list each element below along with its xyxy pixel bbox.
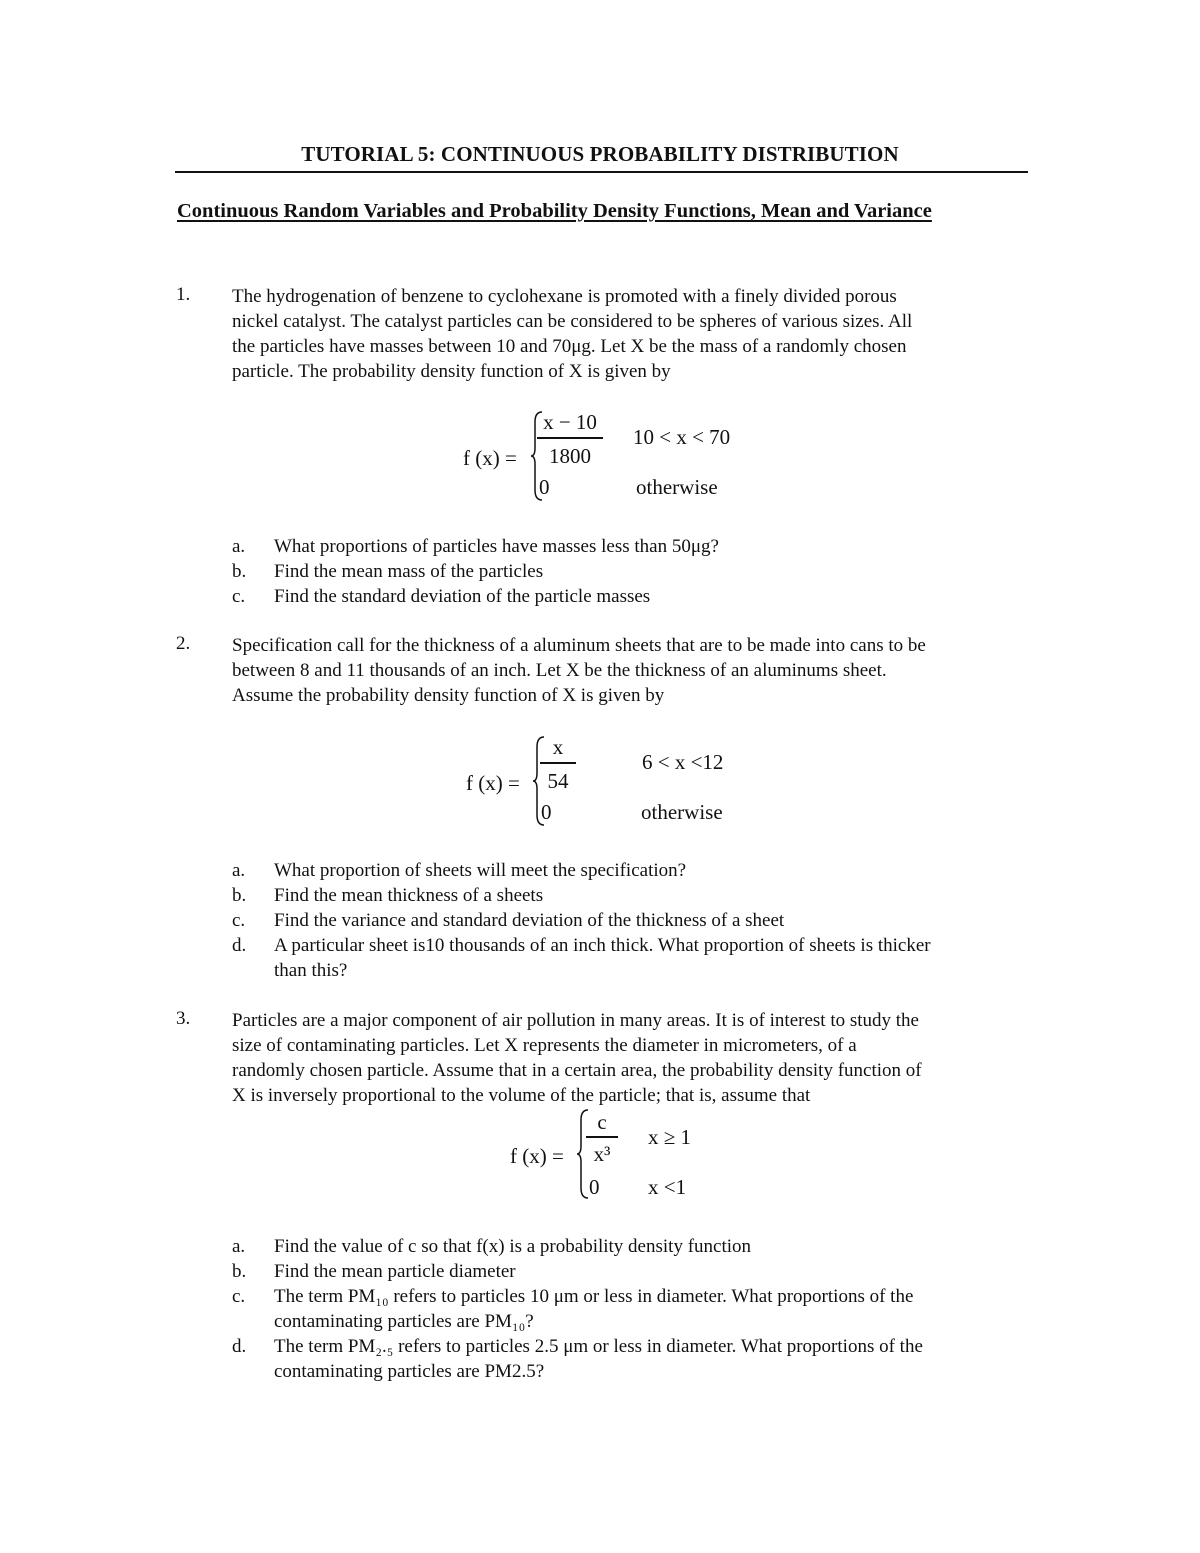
part-text bbox=[274, 584, 1034, 609]
question-1-line: nickel catalyst. The catalyst particles can be considered to be spheres of various sizes. All bbox=[232, 311, 913, 332]
question-1-number: 1. bbox=[176, 284, 191, 305]
part-line: Find the standard deviation of the particle masses bbox=[274, 586, 651, 607]
part-text bbox=[274, 1284, 1034, 1334]
part-text bbox=[274, 559, 1034, 584]
formula-denominator: 1800 bbox=[549, 444, 591, 468]
formula-otherwise: otherwise bbox=[636, 475, 718, 499]
part-text bbox=[274, 858, 1034, 883]
part-letter: a. bbox=[232, 1236, 246, 1257]
question-1-text bbox=[232, 284, 1032, 384]
part-letter: a. bbox=[232, 860, 246, 881]
part-line: Find the mean thickness of a sheets bbox=[274, 885, 544, 906]
formula-zero: 0 bbox=[541, 800, 552, 824]
formula-condition: x <1 bbox=[648, 1175, 687, 1199]
part-line: The term PM₂.₅ refers to particles 2.5 μm or less in diameter. What proportions of the bbox=[274, 1336, 923, 1357]
question-1-line: particle. The probability density function of X is given by bbox=[232, 361, 671, 382]
part-letter: b. bbox=[232, 885, 247, 906]
formula-condition: x ≥ 1 bbox=[648, 1125, 692, 1149]
formula-lhs: f (x) = bbox=[466, 771, 520, 795]
part-line: Find the mean mass of the particles bbox=[274, 561, 544, 582]
fraction-bar bbox=[540, 762, 576, 764]
part-line: What proportion of sheets will meet the specification? bbox=[274, 860, 687, 881]
formula-denominator: 54 bbox=[547, 769, 569, 793]
part-letter: b. bbox=[232, 1261, 247, 1282]
part-letter: d. bbox=[232, 1336, 247, 1357]
part-text bbox=[274, 933, 1034, 983]
part-letter: c. bbox=[232, 586, 246, 607]
section-heading: Continuous Random Variables and Probability Density Functions, Mean and Variance bbox=[177, 200, 932, 222]
formula-zero: 0 bbox=[589, 1175, 600, 1199]
question-3-number: 3. bbox=[176, 1008, 191, 1029]
part-letter: c. bbox=[232, 1286, 246, 1307]
question-2-line: between 8 and 11 thousands of an inch. Let X be the thickness of an aluminums sheet. bbox=[232, 660, 887, 681]
fraction-bar bbox=[586, 1136, 618, 1138]
part-letter: c. bbox=[232, 910, 246, 931]
question-3-line: size of contaminating particles. Let X represents the diameter in micrometers, of a bbox=[232, 1035, 857, 1056]
formula-numerator: x − 10 bbox=[543, 410, 597, 434]
formula-condition: 10 < x < 70 bbox=[633, 425, 731, 449]
part-text bbox=[274, 908, 1034, 933]
part-text bbox=[274, 1234, 1034, 1259]
part-text bbox=[274, 1259, 1034, 1284]
formula-lhs: f (x) = bbox=[463, 446, 517, 470]
formula-zero: 0 bbox=[539, 475, 550, 499]
question-2-line: Specification call for the thickness of a aluminum sheets that are to be made into cans to be bbox=[232, 635, 926, 656]
question-2-line: Assume the probability density function of X is given by bbox=[232, 685, 665, 706]
question-3-line: randomly chosen particle. Assume that in a certain area, the probability density function of bbox=[232, 1060, 922, 1081]
part-letter: b. bbox=[232, 561, 247, 582]
formula-numerator: x bbox=[552, 735, 564, 759]
question-3-line: Particles are a major component of air pollution in many areas. It is of interest to study the bbox=[232, 1010, 919, 1031]
question-2-number: 2. bbox=[176, 633, 191, 654]
part-text bbox=[274, 1334, 1034, 1384]
part-line: Find the mean particle diameter bbox=[274, 1261, 516, 1282]
question-2-text bbox=[232, 633, 1032, 708]
title-underline-rule bbox=[175, 171, 1028, 173]
part-line: contaminating particles are PM2.5? bbox=[274, 1361, 545, 1382]
formula-lhs: f (x) = bbox=[510, 1144, 564, 1168]
part-line: The term PM₁₀ refers to particles 10 μm or less in diameter. What proportions of the bbox=[274, 1286, 914, 1307]
part-text bbox=[274, 534, 1034, 559]
formula-denominator: x³ bbox=[593, 1142, 611, 1166]
part-line: A particular sheet is10 thousands of an inch thick. What proportion of sheets is thicker bbox=[274, 935, 931, 956]
part-line: What proportions of particles have masses less than 50μg? bbox=[274, 536, 719, 557]
question-1-line: The hydrogenation of benzene to cyclohexane is promoted with a finely divided porous bbox=[232, 286, 897, 307]
part-line: Find the value of c so that f(x) is a probability density function bbox=[274, 1236, 752, 1257]
formula-otherwise: otherwise bbox=[641, 800, 723, 824]
formula-condition: 6 < x <12 bbox=[642, 750, 724, 774]
question-1-line: the particles have masses between 10 and 70μg. Let X be the mass of a randomly chosen bbox=[232, 336, 907, 357]
fraction-bar bbox=[537, 437, 603, 439]
formula-numerator: c bbox=[597, 1110, 607, 1134]
part-letter: d. bbox=[232, 935, 247, 956]
page-title: TUTORIAL 5: CONTINUOUS PROBABILITY DISTRIBUTION bbox=[301, 142, 899, 166]
question-3-line: X is inversely proportional to the volume of the particle; that is, assume that bbox=[232, 1085, 811, 1106]
part-text bbox=[274, 883, 1034, 908]
part-line: contaminating particles are PM₁₀? bbox=[274, 1311, 534, 1332]
question-3-text bbox=[232, 1008, 1032, 1108]
part-line: than this? bbox=[274, 960, 348, 981]
part-letter: a. bbox=[232, 536, 246, 557]
part-line: Find the variance and standard deviation of the thickness of a sheet bbox=[274, 910, 785, 931]
